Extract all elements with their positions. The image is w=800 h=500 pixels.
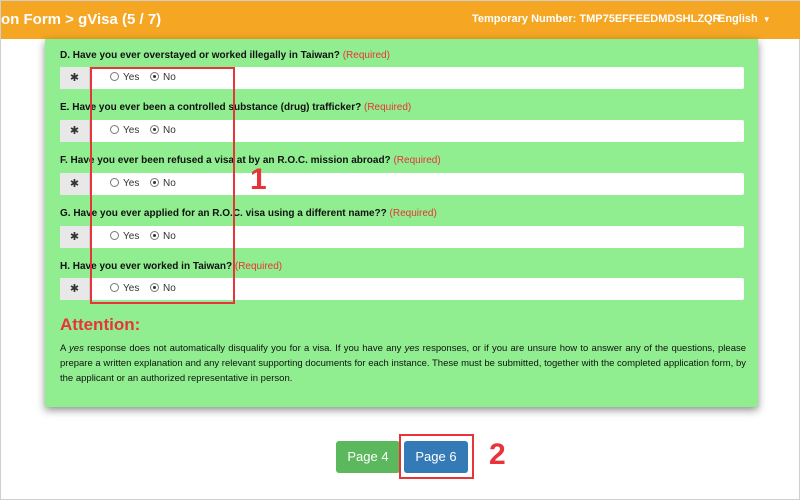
attention-text-part: responses, or if you are unsure how to answer any of the questions, please prepare a written explanation and any relevant supporting documents for each instance. These must be submitted, together with the completed application form, by the applicant or an authorized representative in person. bbox=[60, 343, 747, 384]
highlight-box-radio-options bbox=[90, 67, 235, 304]
page-6-button[interactable]: Page 6 bbox=[404, 441, 468, 473]
top-header-bar bbox=[1, 1, 800, 39]
asterisk-icon: ✱ bbox=[60, 67, 90, 89]
radio-yes-label: Yes bbox=[123, 178, 140, 189]
callout-number-2: 2 bbox=[489, 438, 506, 471]
required-label: (Required) bbox=[342, 50, 390, 61]
question-d bbox=[60, 50, 390, 61]
question-d-text: D. Have you ever overstayed or worked illegally in Taiwan? bbox=[60, 50, 340, 61]
attention-emphasis: yes bbox=[69, 343, 84, 354]
attention-emphasis: yes bbox=[404, 343, 420, 354]
radio-no-label: No bbox=[163, 125, 176, 136]
question-g-text: G. Have you ever applied for an R.O.C. visa using a different name?? bbox=[60, 208, 387, 219]
radio-yes-label: Yes bbox=[123, 125, 140, 136]
asterisk-icon: ✱ bbox=[60, 278, 90, 300]
radio-no-label: No bbox=[163, 283, 176, 294]
highlight-box-next-button bbox=[399, 434, 474, 479]
form-title: on Form > gVisa (5 / 7) bbox=[1, 11, 162, 28]
asterisk-icon: ✱ bbox=[60, 120, 90, 142]
attention-text bbox=[60, 341, 746, 386]
required-label: (Required) bbox=[363, 102, 412, 113]
radio-yes-label: Yes bbox=[123, 231, 140, 242]
temporary-number: Temporary Number: TMP75EFFEEDMDSHLZQR bbox=[472, 13, 721, 25]
radio-no-label: No bbox=[163, 72, 176, 83]
radio-yes-label: Yes bbox=[123, 72, 140, 83]
radio-no-label: No bbox=[163, 178, 176, 189]
question-f-text: F. Have you ever been refused a visa at by an R.O.C. mission abroad? bbox=[60, 155, 391, 166]
asterisk-icon: ✱ bbox=[60, 173, 90, 195]
attention-text-part: response does not automatically disqualify you for a visa. If you have any bbox=[83, 343, 405, 354]
required-label: (Required) bbox=[234, 261, 283, 272]
page-4-button[interactable]: Page 4 bbox=[336, 441, 400, 473]
language-label: English bbox=[718, 13, 758, 25]
language-dropdown[interactable] bbox=[718, 13, 771, 25]
required-label: (Required) bbox=[389, 208, 437, 219]
question-h-text: H. Have you ever worked in Taiwan? bbox=[60, 261, 233, 272]
caret-down-icon: ▼ bbox=[762, 14, 771, 24]
attention-heading: Attention: bbox=[60, 315, 141, 334]
radio-yes-label: Yes bbox=[123, 283, 140, 294]
radio-no-label: No bbox=[163, 231, 176, 242]
question-e-text: E. Have you ever been a controlled substance (drug) trafficker? bbox=[60, 102, 362, 113]
asterisk-icon: ✱ bbox=[60, 226, 90, 248]
callout-number-1: 1 bbox=[250, 163, 267, 196]
required-label: (Required) bbox=[393, 155, 441, 166]
attention-text-part: A bbox=[60, 343, 70, 354]
